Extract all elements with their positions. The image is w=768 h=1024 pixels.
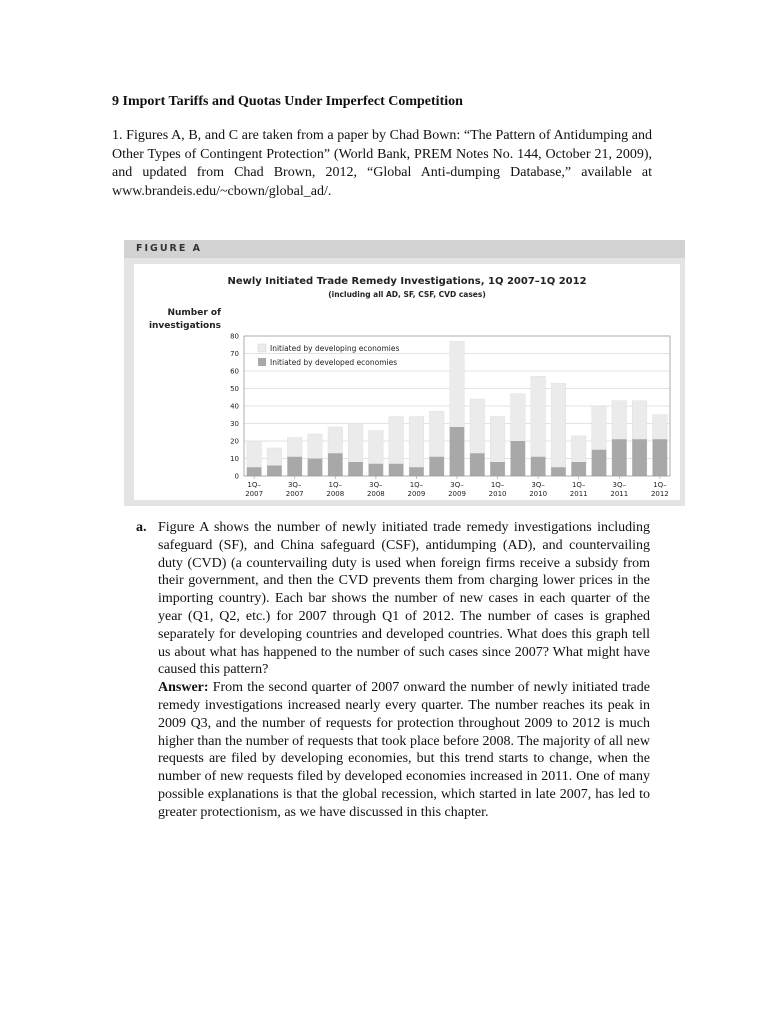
bar-developed [328, 453, 343, 476]
y-tick-label: 30 [230, 420, 239, 428]
x-tick-label-year: 2009 [407, 490, 426, 498]
y-tick-label: 10 [230, 455, 239, 463]
bar-developed [632, 439, 647, 476]
x-tick-label-year: 2010 [488, 490, 507, 498]
y-tick-label: 40 [230, 402, 239, 411]
bar-developed [369, 464, 384, 476]
y-tick-label: 0 [234, 472, 239, 481]
bar-developed [247, 467, 262, 476]
y-axis-label-line-2: investigations [148, 321, 221, 331]
x-tick-label-year: 2007 [285, 490, 304, 498]
bar-developed [470, 453, 485, 476]
figure-label: FIGURE A [136, 243, 203, 254]
x-tick-label-quarter: 1Q– [409, 481, 424, 489]
bar-developed [612, 439, 627, 476]
section-heading: 9 Import Tariffs and Quotas Under Imperfect Competition [112, 94, 463, 109]
answer-label: Answer: [158, 680, 209, 696]
bar-developed [409, 467, 424, 476]
bar-developed [571, 462, 586, 476]
bar-developed [287, 457, 302, 476]
figure-tab [124, 240, 685, 258]
x-tick-label-year: 2008 [366, 490, 385, 498]
y-axis-label-line-1: Number of [167, 308, 221, 318]
x-tick-label-year: 2009 [448, 490, 466, 498]
bar-developed [653, 439, 668, 476]
chart-panel [134, 264, 680, 500]
question-body [158, 519, 650, 822]
legend-swatch [258, 344, 266, 352]
bar-developed [267, 466, 282, 477]
x-tick-label-quarter: 3Q– [612, 481, 627, 489]
bar-chart [134, 264, 680, 500]
x-tick-label-quarter: 1Q– [247, 481, 261, 489]
bar-developing [551, 383, 566, 476]
bar-developed [429, 457, 444, 476]
legend-label: Initiated by developed economies [270, 358, 398, 367]
y-tick-label: 60 [230, 367, 239, 376]
y-tick-label: 70 [230, 350, 239, 358]
chart-subtitle: (including all AD, SF, CSF, CVD cases) [328, 290, 486, 299]
bar-developed [308, 459, 323, 477]
x-tick-label-year: 2010 [529, 490, 548, 498]
legend-swatch [258, 358, 266, 366]
x-tick-label-year: 2007 [245, 490, 264, 498]
bar-developed [592, 450, 607, 476]
answer-text: From the second quarter of 2007 onward the number of newly initiated trade remedy investigations increased nearly every quarter. The number reaches its peak in 2009 Q3, and the number of requests for protection throughout 2009 to 2012 is much higher than the number of requests that took place before 2008. The majority of all new requests are filed by developing economies, but this trend starts to change, when the number of new requests filed by developed economies increased in 2011. One of many possible explanations is that the global recession, which started in late 2007, has led to greater protectionism, as we have discussed in this chapter. [158, 680, 650, 820]
answer-paragraph [158, 679, 650, 821]
question-text: Figure A shows the number of newly initiated trade remedy investigations including safeguard (SF), and China safeguard (CSF), antidumping (AD), and countervailing duty (CVD) (a countervailing duty is used when foreign firms receive a subsidy from their government, and then the CVD prevents them from charging lower prices in the importing country). Each bar shows the number of new cases in each quarter of the year (Q1, Q2, etc.) for 2007 through Q1 of 2012. The number of cases is graphed separately for developing countries and developed countries. What does this graph tell us about what has happened to the number of such cases since 2007? What might have caused this pattern? [158, 520, 650, 678]
bar-developed [490, 462, 505, 476]
x-tick-label-quarter: 3Q– [287, 481, 302, 489]
y-tick-label: 80 [230, 332, 239, 341]
x-tick-label-quarter: 1Q– [490, 481, 505, 489]
x-tick-label-quarter: 3Q– [369, 481, 383, 489]
bar-developed [511, 441, 526, 476]
bar-developed [531, 457, 546, 476]
bar-developing [409, 417, 424, 477]
x-tick-label-quarter: 1Q– [571, 481, 586, 489]
x-tick-label-quarter: 3Q– [450, 481, 464, 489]
y-tick-label: 50 [230, 385, 239, 393]
x-tick-label-year: 2011 [569, 490, 588, 498]
question-marker: a. [136, 520, 147, 535]
x-tick-label-quarter: 1Q– [328, 481, 343, 489]
x-tick-label-quarter: 1Q– [653, 481, 667, 489]
x-tick-label-year: 2011 [610, 490, 629, 498]
x-tick-label-year: 2012 [650, 490, 669, 498]
figure-a [124, 240, 685, 506]
intro-paragraph: 1. Figures A, B, and C are taken from a paper by Chad Bown: “The Pattern of Antidumping and Other Types of Contingent Protection” (World Bank, PREM Notes No. 144, October 21, 2009), and updated from Chad Brown, 2012, “Global Anti-dumping Database,” available at www.brandeis.edu/~cbown/global_ad/. [112, 128, 652, 199]
chart-title: Newly Initiated Trade Remedy Investigations, 1Q 2007–1Q 2012 [227, 276, 587, 287]
legend-label: Initiated by developing economies [270, 344, 400, 353]
legend [258, 344, 399, 367]
bar-developed [348, 462, 363, 476]
x-tick-label-quarter: 3Q– [531, 481, 545, 489]
bar-developed [389, 464, 404, 476]
bar-developed [450, 427, 465, 476]
y-tick-label: 20 [230, 437, 239, 446]
bar-developed [551, 467, 566, 476]
x-tick-label-year: 2008 [326, 490, 345, 498]
